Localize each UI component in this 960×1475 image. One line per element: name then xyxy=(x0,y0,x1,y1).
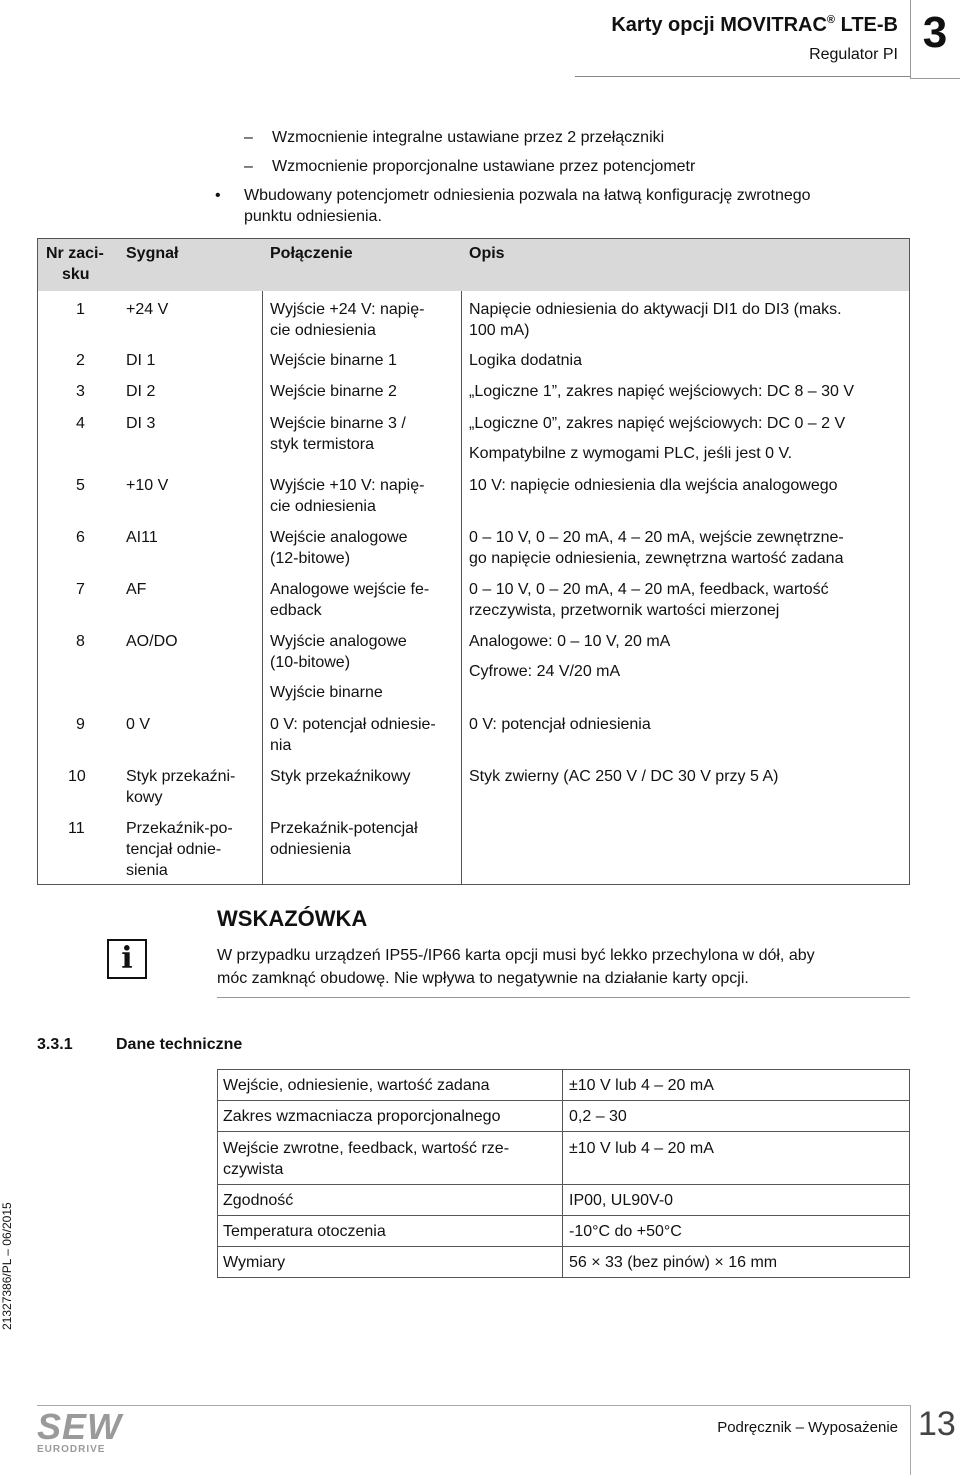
cell-description: 0 – 10 V, 0 – 20 mA, 4 – 20 mA, wejście zewnętrzne- xyxy=(469,529,844,546)
cell-signal: AO/DO xyxy=(126,633,178,650)
tech-row-divider xyxy=(217,1246,910,1247)
bullet-dash-1: Wzmocnienie integralne ustawiane przez 2 przełączniki xyxy=(272,129,665,146)
cell-signal: DI 1 xyxy=(126,352,156,369)
section-number: 3.3.1 xyxy=(37,1036,73,1053)
cell-description: Kompatybilne z wymogami PLC, jeśli jest 0 V. xyxy=(469,445,793,462)
cell-connection: Styk przekaźnikowy xyxy=(270,768,411,785)
cell-connection: cie odniesienia xyxy=(270,498,376,515)
cell-description: 10 V: napięcie odniesienia dla wejścia analogowego xyxy=(469,477,838,494)
note-divider xyxy=(217,997,910,998)
cell-signal: Styk przekaźni- xyxy=(126,768,236,785)
tech-value: -10°C do +50°C xyxy=(569,1223,682,1240)
footer-manual-name: Podręcznik – Wyposażenie xyxy=(717,1419,898,1436)
cell-connection: Przekaźnik-potencjał xyxy=(270,820,418,837)
header-title: Karty opcji MOVITRAC® LTE-B xyxy=(611,14,898,36)
header-divider xyxy=(575,76,910,77)
cell-connection: Wyjście +24 V: napię- xyxy=(270,301,425,318)
info-icon-glyph: i xyxy=(121,941,133,976)
cell-nr: 6 xyxy=(76,529,85,546)
cell-description: Analogowe: 0 – 10 V, 20 mA xyxy=(469,633,671,650)
footer-divider xyxy=(37,1405,910,1406)
dash-marker: – xyxy=(244,129,253,146)
tech-label: Temperatura otoczenia xyxy=(223,1223,386,1240)
tech-value: 56 × 33 (bez pinów) × 16 mm xyxy=(569,1254,778,1271)
cell-connection: Wyjście analogowe xyxy=(270,633,407,650)
logo-main: SEW xyxy=(37,1406,123,1447)
cell-signal: DI 3 xyxy=(126,415,156,432)
cell-nr: 4 xyxy=(76,415,85,432)
cell-nr: 7 xyxy=(76,581,85,598)
cell-description: Styk zwierny (AC 250 V / DC 30 V przy 5 A) xyxy=(469,768,779,785)
cell-signal: AI11 xyxy=(126,529,158,546)
cell-nr: 5 xyxy=(76,477,85,494)
th-description: Opis xyxy=(469,245,505,262)
th-nr-line1: Nr zaci- xyxy=(46,245,104,262)
cell-connection: nia xyxy=(270,737,292,754)
cell-signal: sienia xyxy=(126,862,168,879)
cell-connection: Analogowe wejście fe- xyxy=(270,581,430,598)
tech-col-divider xyxy=(562,1069,563,1278)
tech-row-divider xyxy=(217,1131,910,1132)
cell-nr: 1 xyxy=(76,301,85,318)
bullet-dot-marker: • xyxy=(215,187,221,204)
cell-connection: odniesienia xyxy=(270,841,351,858)
cell-signal: Przekaźnik-po- xyxy=(126,820,233,837)
note-line-1: W przypadku urządzeń IP55-/IP66 karta opcji musi być lekko przechylona w dół, aby xyxy=(217,947,815,964)
document-code: 21327386/PL – 06/2015 xyxy=(0,1202,14,1330)
cell-signal: AF xyxy=(126,581,147,598)
section-title: Dane techniczne xyxy=(116,1036,243,1053)
header-subtitle: Regulator PI xyxy=(809,46,898,63)
cell-connection: (12-bitowe) xyxy=(270,550,351,567)
cell-description: 0 V: potencjał odniesienia xyxy=(469,716,651,733)
tech-label: Zgodność xyxy=(223,1192,294,1209)
cell-description: go napięcie odniesienia, zewnętrzna wartość zadana xyxy=(469,550,844,567)
tech-value: 0,2 – 30 xyxy=(569,1108,627,1125)
cell-signal: tencjał odnie- xyxy=(126,841,222,858)
cell-description: 100 mA) xyxy=(469,322,530,339)
tech-label: Wejście zwrotne, feedback, wartość rze- xyxy=(223,1140,510,1157)
cell-nr: 3 xyxy=(76,383,85,400)
note-title: WSKAZÓWKA xyxy=(217,906,368,931)
cell-connection: Wejście analogowe xyxy=(270,529,408,546)
tech-row-divider xyxy=(217,1100,910,1101)
cell-signal: DI 2 xyxy=(126,383,156,400)
th-nr-line2: sku xyxy=(62,266,90,283)
cell-connection: Wejście binarne 2 xyxy=(270,383,397,400)
th-signal: Sygnał xyxy=(126,245,179,262)
tech-row-divider xyxy=(217,1215,910,1216)
logo-sub: EURODRIVE xyxy=(37,1444,106,1455)
cell-description: 0 – 10 V, 0 – 20 mA, 4 – 20 mA, feedback, wartość xyxy=(469,581,829,598)
tech-row-divider xyxy=(217,1184,910,1185)
table-col-divider xyxy=(262,291,263,885)
tech-label: Wymiary xyxy=(223,1254,286,1271)
cell-nr: 10 xyxy=(68,768,86,785)
page-number: 13 xyxy=(918,1405,956,1443)
bullet-dash-2: Wzmocnienie proporcjonalne ustawiane przez potencjometr xyxy=(272,158,696,175)
cell-description: Napięcie odniesienia do aktywacji DI1 do DI3 (maks. xyxy=(469,301,842,318)
tech-value: IP00, UL90V-0 xyxy=(569,1192,674,1209)
cell-connection: (10-bitowe) xyxy=(270,654,351,671)
bullet-dot-1-line1: Wbudowany potencjometr odniesienia pozwala na łatwą konfigurację zwrotnego xyxy=(244,187,811,204)
cell-connection: Wyjście +10 V: napię- xyxy=(270,477,425,494)
cell-signal: 0 V xyxy=(126,716,151,733)
tech-label: Zakres wzmacniacza proporcjonalnego xyxy=(223,1108,501,1125)
cell-description: „Logiczne 1”, zakres napięć wejściowych: DC 8 – 30 V xyxy=(469,383,855,400)
cell-nr: 9 xyxy=(76,716,85,733)
cell-nr: 8 xyxy=(76,633,85,650)
table-col-divider xyxy=(461,291,462,885)
th-connection: Połączenie xyxy=(270,245,353,262)
cell-connection: 0 V: potencjał odniesie- xyxy=(270,716,436,733)
cell-connection: styk termistora xyxy=(270,436,375,453)
cell-signal: +10 V xyxy=(126,477,169,494)
cell-description: rzeczywista, przetwornik wartości mierzonej xyxy=(469,602,780,619)
tech-value: ±10 V lub 4 – 20 mA xyxy=(569,1140,714,1157)
cell-connection: Wejście binarne 1 xyxy=(270,352,397,369)
footer-page-divider xyxy=(910,1405,911,1475)
sew-eurodrive-logo xyxy=(37,1406,123,1455)
cell-connection: Wejście binarne 3 / xyxy=(270,415,406,432)
cell-connection: cie odniesienia xyxy=(270,322,376,339)
cell-signal: +24 V xyxy=(126,301,169,318)
cell-description: „Logiczne 0”, zakres napięć wejściowych: DC 0 – 2 V xyxy=(469,415,846,432)
tech-label: Wejście, odniesienie, wartość zadana xyxy=(223,1077,490,1094)
cell-connection: edback xyxy=(270,602,322,619)
cell-nr: 2 xyxy=(76,352,85,369)
chapter-number: 3 xyxy=(922,8,948,57)
dash-marker: – xyxy=(244,158,253,175)
cell-signal: kowy xyxy=(126,789,163,806)
cell-connection: Wyjście binarne xyxy=(270,684,383,701)
tech-label: czywista xyxy=(223,1161,284,1178)
note-line-2: móc zamknąć obudowę. Nie wpływa to negatywnie na działanie karty opcji. xyxy=(217,970,749,987)
note-text xyxy=(217,944,917,990)
cell-description: Logika dodatnia xyxy=(469,352,582,369)
cell-nr: 11 xyxy=(68,820,85,837)
bullet-dot-1-line2: punktu odniesienia. xyxy=(244,208,382,225)
cell-description: Cyfrowe: 24 V/20 mA xyxy=(469,663,621,680)
tech-value: ±10 V lub 4 – 20 mA xyxy=(569,1077,714,1094)
info-icon xyxy=(107,939,147,979)
